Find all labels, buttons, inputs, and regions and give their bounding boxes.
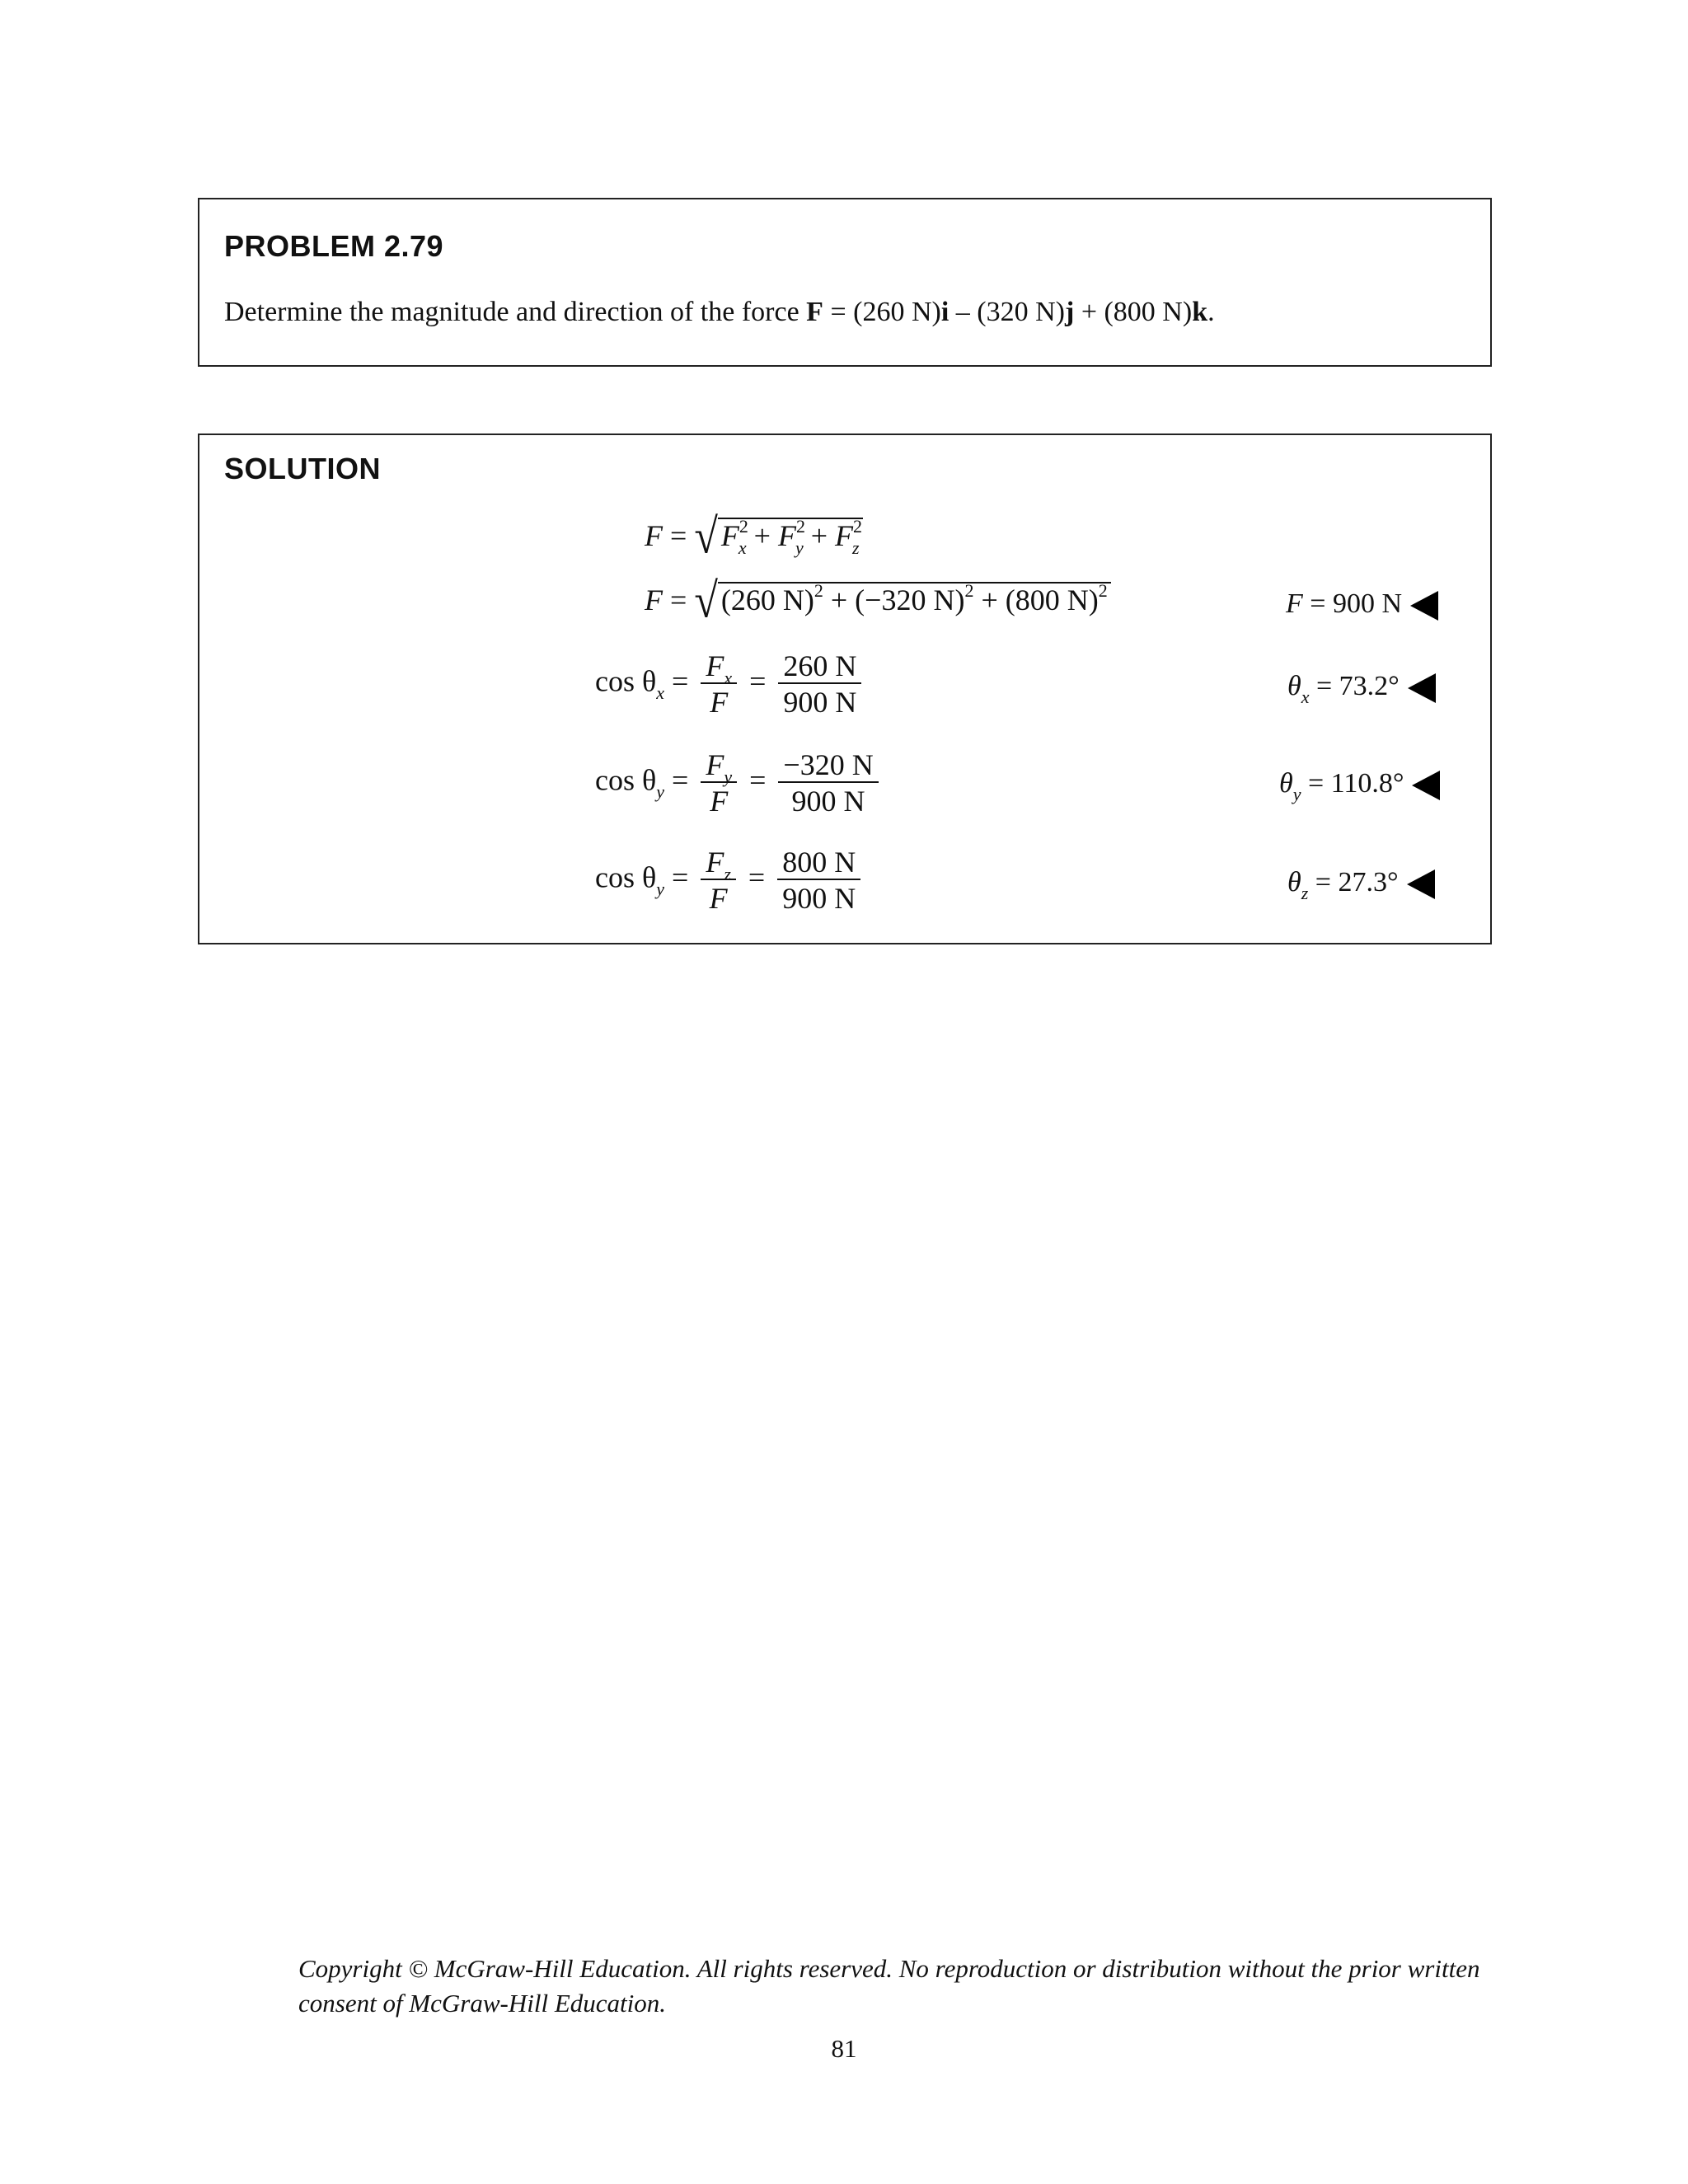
fraction-numeric: [778, 651, 861, 717]
denominator: F: [709, 882, 728, 915]
page-number: 81: [831, 2034, 857, 2063]
plus: +: [746, 519, 778, 552]
numerator: [701, 649, 737, 688]
denominator: 900 N: [791, 785, 865, 818]
answer-arrow-icon: [1408, 673, 1436, 703]
cos-theta: cos θ: [595, 860, 657, 894]
problem-box: [198, 198, 1492, 367]
term-1: (260 N): [720, 583, 814, 616]
equals: =: [663, 583, 695, 616]
F: F: [706, 846, 724, 879]
fraction-numeric: [777, 847, 860, 913]
cos-theta: cos θ: [595, 664, 657, 698]
denominator: F: [710, 785, 729, 818]
sub: x: [1301, 687, 1310, 707]
result-theta-x: [1287, 671, 1436, 707]
solution-heading: SOLUTION: [224, 452, 381, 485]
cos-theta: cos θ: [595, 763, 657, 797]
problem-statement: [224, 297, 1215, 328]
problem-lead: Determine the magnitude and direction of the force: [224, 297, 807, 327]
equals: =: [663, 519, 695, 552]
fraction-symbolic: [701, 847, 736, 913]
lhs: θ: [1287, 671, 1301, 701]
numerator: 800 N: [777, 847, 860, 880]
lhs: θ: [1279, 768, 1293, 799]
unit-vector-i: i: [940, 297, 950, 327]
sub-y: y: [795, 537, 804, 558]
radical-sign: √: [694, 574, 718, 629]
rhs: = 27.3°: [1308, 867, 1399, 898]
sub-z: z: [852, 537, 860, 558]
sub: x: [724, 668, 733, 688]
equals: =: [742, 664, 774, 698]
magnitude-formula: [645, 509, 863, 565]
sub: y: [1292, 784, 1301, 804]
vector-F: F: [806, 297, 823, 327]
rhs: = 900 N: [1302, 588, 1403, 619]
sub: x: [656, 682, 664, 704]
equals: =: [664, 763, 696, 797]
answer-arrow-icon: [1407, 869, 1435, 899]
Fy: F: [777, 519, 796, 552]
cos-theta-z-equation: [595, 847, 865, 913]
fraction-symbolic: [701, 651, 737, 717]
numerator: 260 N: [778, 651, 861, 684]
equals: =: [664, 860, 696, 894]
F: F: [706, 649, 724, 682]
sub: y: [724, 766, 733, 787]
period: .: [1207, 297, 1215, 327]
equals: =: [740, 860, 773, 894]
answer-arrow-icon: [1410, 591, 1438, 621]
result-theta-z: [1287, 867, 1435, 903]
cos-theta-y-equation: [595, 750, 884, 816]
equals: =: [742, 763, 774, 797]
term-3: (800 N): [1005, 583, 1099, 616]
result-theta-y: [1279, 768, 1440, 804]
sqrt: [694, 509, 863, 565]
sub-x: x: [738, 537, 747, 558]
minus-part: – (320 N): [949, 297, 1065, 327]
exp: 2: [814, 580, 823, 601]
exp: 2: [853, 516, 863, 537]
Fx: F: [720, 519, 739, 552]
exp: 2: [964, 580, 974, 601]
fraction-symbolic: [701, 750, 737, 816]
plus: +: [823, 583, 856, 616]
sqrt: [694, 574, 1110, 629]
sub: y: [656, 879, 664, 900]
lhs: θ: [1287, 867, 1301, 898]
copyright-notice: Copyright © McGraw-Hill Education. All rights reserved. No reproduction or distribution without the prior written consent of McGraw-Hill Education.: [298, 1954, 1480, 2018]
unit-vector-k: k: [1192, 297, 1208, 327]
lhs: F: [1286, 588, 1303, 619]
lhs-F: F: [645, 519, 663, 552]
denominator: F: [710, 686, 729, 719]
rhs: = 73.2°: [1309, 671, 1400, 701]
result-F: [1286, 588, 1438, 621]
Fz: F: [835, 519, 854, 552]
solution-box: [198, 434, 1492, 944]
cos-theta-x-equation: [595, 651, 866, 717]
fraction-numeric: [778, 750, 878, 816]
F: F: [706, 748, 724, 781]
magnitude-numeric: [645, 574, 1111, 629]
radicand: [718, 516, 863, 558]
denominator: 900 N: [783, 686, 857, 719]
numerator: [701, 846, 736, 884]
term-2: (−320 N): [855, 583, 965, 616]
exp: 2: [738, 516, 748, 537]
exp: 2: [1098, 580, 1108, 601]
radical-sign: √: [694, 509, 718, 565]
equals: =: [664, 664, 696, 698]
sub: z: [724, 864, 731, 884]
plus: +: [803, 519, 836, 552]
sub: z: [1301, 883, 1309, 903]
exp: 2: [795, 516, 805, 537]
answer-arrow-icon: [1412, 771, 1440, 800]
unit-vector-j: j: [1064, 297, 1075, 327]
denominator: 900 N: [782, 882, 856, 915]
sub: y: [656, 781, 664, 803]
numerator: [701, 748, 737, 787]
lhs-F: F: [645, 583, 663, 616]
numerator: −320 N: [778, 750, 878, 783]
eq-part: = (260 N): [823, 297, 941, 327]
problem-heading: PROBLEM 2.79: [224, 229, 444, 263]
plus: +: [973, 583, 1006, 616]
rhs: = 110.8°: [1301, 768, 1404, 799]
radicand: [718, 582, 1111, 615]
plus-part: + (800 N): [1074, 297, 1193, 327]
